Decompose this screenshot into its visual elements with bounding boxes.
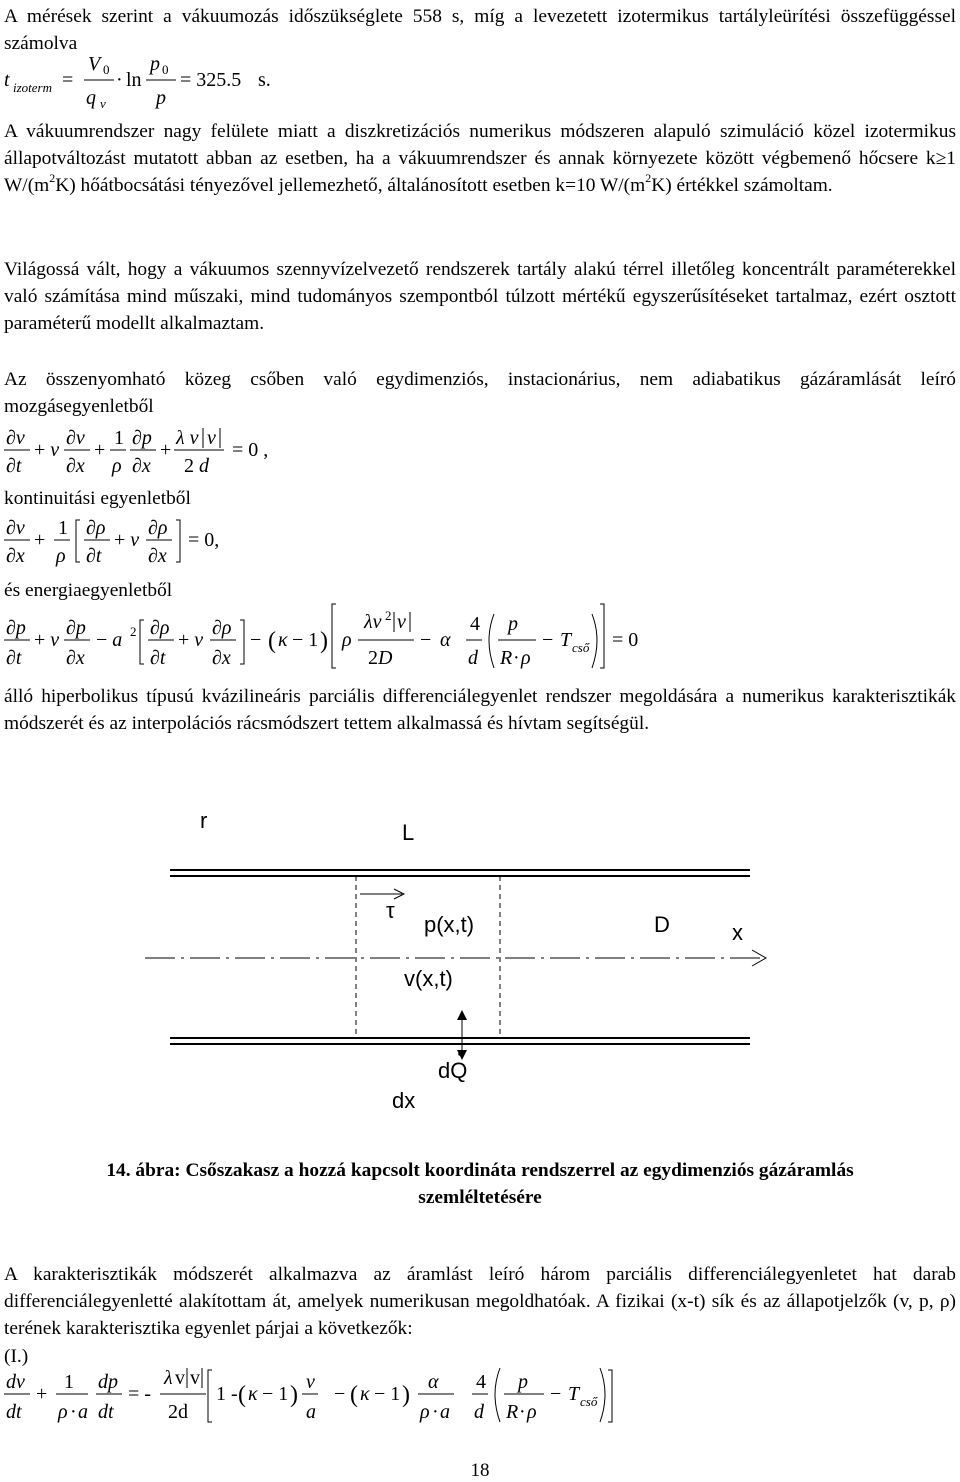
- svg-text:= -: = -: [128, 1383, 151, 1405]
- svg-text:∂p: ∂p: [6, 617, 26, 639]
- svg-text:a: a: [78, 1401, 88, 1423]
- svg-text:+: +: [160, 439, 172, 461]
- svg-text:4: 4: [470, 613, 480, 635]
- svg-text:dt: dt: [98, 1401, 114, 1423]
- equation-characteristic-I: [0, 1364, 700, 1444]
- svg-text:1: 1: [58, 517, 68, 539]
- svg-text:2 d: 2 d: [184, 455, 209, 477]
- svg-text:+: +: [36, 1383, 48, 1405]
- svg-text:0: 0: [162, 62, 169, 77]
- svg-text:R: R: [500, 647, 513, 669]
- paragraph-energy-intro: és energiaegyenletből: [4, 580, 173, 601]
- equation-isothermal-time: [0, 52, 400, 112]
- svg-text:∂ρ: ∂ρ: [86, 517, 106, 539]
- svg-text:p: p: [156, 87, 166, 109]
- svg-text:= 0: = 0: [612, 629, 639, 651]
- svg-text:izoterm: izoterm: [13, 80, 52, 95]
- label-dx: dx: [392, 1088, 416, 1113]
- label-tau: τ: [386, 898, 395, 923]
- svg-text:2D: 2D: [368, 647, 393, 669]
- label-r: r: [200, 808, 208, 833]
- svg-text:λ v: λ v: [176, 427, 199, 449]
- svg-text:∂x: ∂x: [148, 545, 167, 567]
- svg-text:−: −: [420, 629, 432, 651]
- svg-text:cső: cső: [580, 1394, 598, 1409]
- svg-text:ρ: ρ: [521, 647, 531, 669]
- svg-text:): ): [402, 1382, 410, 1408]
- label-x-axis: x: [732, 920, 743, 945]
- svg-text:): ): [320, 628, 328, 654]
- svg-text:κ: κ: [278, 629, 288, 651]
- svg-text:+ v: + v: [34, 629, 60, 651]
- svg-text:T: T: [568, 1383, 580, 1405]
- svg-text:ρ: ρ: [58, 1401, 68, 1423]
- svg-text:+: +: [34, 529, 46, 551]
- label-pressure: p(x,t): [424, 912, 475, 937]
- svg-text:ρ: ρ: [527, 1401, 537, 1423]
- svg-text:∂v: ∂v: [6, 517, 25, 539]
- svg-text:∂ρ: ∂ρ: [212, 617, 232, 639]
- figure-pipe-section: [0, 790, 960, 1130]
- svg-text:v: v: [175, 1367, 185, 1389]
- svg-text:− a: − a: [96, 629, 123, 651]
- svg-text:∂x: ∂x: [212, 647, 231, 669]
- svg-text:R: R: [506, 1401, 519, 1423]
- svg-text:∂x: ∂x: [132, 455, 151, 477]
- svg-text:T: T: [560, 629, 572, 651]
- svg-text:(: (: [350, 1382, 358, 1408]
- svg-text:−: −: [550, 1383, 562, 1405]
- svg-text:ρ: ρ: [342, 629, 352, 651]
- svg-text:ρ: ρ: [56, 545, 66, 567]
- svg-text:4: 4: [476, 1371, 486, 1393]
- label-heat-flux: dQ: [438, 1058, 468, 1083]
- svg-text:= 0,: = 0,: [188, 529, 220, 551]
- svg-text:∂x: ∂x: [66, 647, 85, 669]
- svg-text:∂v: ∂v: [6, 427, 25, 449]
- svg-text:t: t: [4, 69, 10, 91]
- svg-text:κ: κ: [360, 1383, 370, 1405]
- svg-text:·: ·: [70, 1401, 77, 1423]
- svg-text:p: p: [518, 1371, 528, 1393]
- svg-text:∂t: ∂t: [6, 455, 22, 477]
- svg-text:κ: κ: [248, 1383, 258, 1405]
- paragraph-characteristics: A karakterisztikák módszerét alkalmazva az áramlást leíró három parciális differenciálegyenletet hat darab differenciálegyenletté alakítottam át, amelyek numerikusan megoldhatóak. A fizikai (x-t) sík és az állapotjelzők (v, p, ρ) terének karakterisztika egyenlet párjai a következők:: [4, 1264, 956, 1339]
- svg-text:∂x: ∂x: [6, 545, 25, 567]
- paragraph-case-label: (I.): [4, 1346, 29, 1367]
- svg-text:v: v: [397, 611, 406, 633]
- svg-text:−: −: [542, 629, 554, 651]
- svg-text:1: 1: [64, 1371, 74, 1393]
- svg-text:s.: s.: [258, 69, 271, 91]
- svg-text:+ v: + v: [114, 529, 140, 551]
- page-number: 18: [470, 1460, 490, 1481]
- svg-text:−: −: [334, 1383, 346, 1405]
- svg-text:+ v: + v: [178, 629, 204, 651]
- svg-text:a: a: [440, 1401, 450, 1423]
- svg-text:ρ: ρ: [112, 455, 122, 477]
- svg-text:∂ρ: ∂ρ: [150, 617, 170, 639]
- svg-text:ρ: ρ: [420, 1401, 430, 1423]
- svg-text:v: v: [207, 427, 216, 449]
- svg-text:·: ·: [513, 647, 520, 669]
- figure-caption-line1: 14. ábra: Csőszakasz a hozzá kapcsolt koordináta rendszerrel az egydimenziós gázáramlás: [106, 1160, 854, 1181]
- svg-text:v: v: [306, 1371, 315, 1393]
- svg-text:∂x: ∂x: [66, 455, 85, 477]
- svg-text:dt: dt: [6, 1401, 22, 1423]
- svg-text:∂p: ∂p: [132, 427, 152, 449]
- svg-text:v: v: [100, 96, 106, 111]
- svg-text:v: v: [190, 1367, 200, 1389]
- svg-text:− 1: − 1: [292, 629, 319, 651]
- svg-text:∂t: ∂t: [150, 647, 166, 669]
- svg-text:V: V: [88, 53, 101, 75]
- svg-text:− 1: − 1: [262, 1383, 289, 1405]
- svg-text:0: 0: [103, 62, 110, 77]
- paragraph-motion-eq-intro: Az összenyomható közeg csőben való egydimenziós, instacionárius, nem adiabatikus gázáramlását leíró mozgásegyenletből: [4, 369, 956, 417]
- svg-text:ln: ln: [126, 69, 142, 91]
- svg-text:λ: λ: [164, 1367, 173, 1389]
- svg-text:q: q: [86, 87, 96, 109]
- svg-text:(: (: [268, 628, 276, 654]
- paragraph-model-choice: Világossá vált, hogy a vákuumos szennyvízelvezető rendszerek tartály alakú térrel illetőleg koncentrált paraméterekkel való számítása mind műszaki, mind tudományos szempontból túlzott mértékű egyszerűsítéseket tartalmaz, ezért osztott paraméterű modellt alkalmaztam.: [4, 259, 956, 334]
- equation-continuity: [0, 514, 400, 574]
- svg-text:1 -: 1 -: [216, 1383, 238, 1405]
- label-L: L: [402, 820, 415, 845]
- svg-text:2: 2: [130, 624, 137, 639]
- svg-text:=: =: [62, 69, 74, 91]
- svg-text:α: α: [440, 629, 451, 651]
- svg-text:p: p: [508, 613, 518, 635]
- paragraph-continuity-intro: kontinuitási egyenletből: [4, 488, 191, 509]
- svg-text:cső: cső: [572, 640, 590, 655]
- svg-text:∂t: ∂t: [6, 647, 22, 669]
- svg-text:∂t: ∂t: [86, 545, 102, 567]
- svg-text:+: +: [94, 439, 106, 461]
- paragraph-heat-transfer: A vákuumrendszer nagy felülete miatt a diszkretizációs numerikus módszeren alapuló szimuláció közel izotermikus állapotváltozást mutatott abban az esetben, ha a vákuumrendszer és annak környezete között végbemenő hőcsere k≥1 $W/(m^2K)$ hőátbocsátási tényezővel jellemezhető, általánosított esetben k=10 $W/(m^2K)$ értékkel számoltam.: [4, 121, 956, 196]
- svg-text:d: d: [474, 1401, 484, 1423]
- svg-text:− 1: − 1: [374, 1383, 401, 1405]
- svg-text:+ v: + v: [34, 439, 60, 461]
- paragraph-intro: A mérések szerint a vákuumozás időszükséglete 558 s, míg a levezetett izotermikus tartályleürítési összefüggéssel számolva: [4, 6, 956, 54]
- figure-caption-line2: szemléltetésére: [418, 1187, 542, 1208]
- svg-text:dv: dv: [6, 1371, 25, 1393]
- svg-text:λv: λv: [364, 611, 382, 633]
- svg-text:(: (: [238, 1382, 246, 1408]
- svg-text:): ): [290, 1382, 298, 1408]
- svg-text:2d: 2d: [168, 1401, 188, 1423]
- svg-text:∂p: ∂p: [66, 617, 86, 639]
- svg-text:p: p: [150, 53, 160, 75]
- svg-text:= 0 ,: = 0 ,: [232, 439, 269, 461]
- label-velocity: v(x,t): [404, 966, 453, 991]
- svg-text:·: ·: [116, 69, 123, 91]
- svg-text:∂ρ: ∂ρ: [148, 517, 168, 539]
- svg-text:2: 2: [385, 608, 392, 623]
- equation-energy: [0, 598, 700, 678]
- svg-text:α: α: [428, 1371, 439, 1393]
- svg-text:dp: dp: [98, 1371, 118, 1393]
- svg-text:·: ·: [519, 1401, 526, 1423]
- svg-text:1: 1: [114, 427, 124, 449]
- svg-text:∂v: ∂v: [66, 427, 85, 449]
- label-diameter: D: [654, 912, 670, 937]
- svg-text:·: ·: [432, 1401, 439, 1423]
- svg-text:a: a: [306, 1401, 316, 1423]
- svg-text:= 325.5: = 325.5: [180, 69, 242, 91]
- paragraph-hyperbolic-system: álló hiperbolikus típusú kvázilineáris parciális differenciálegyenlet rendszer megoldására a numerikus karakterisztikák módszerét és az interpolációs rácsmódszert tettem alkalmassá és hívtam segítségül.: [4, 686, 956, 734]
- svg-text:d: d: [468, 647, 478, 669]
- svg-text:−: −: [250, 629, 262, 651]
- equation-momentum: [0, 424, 400, 484]
